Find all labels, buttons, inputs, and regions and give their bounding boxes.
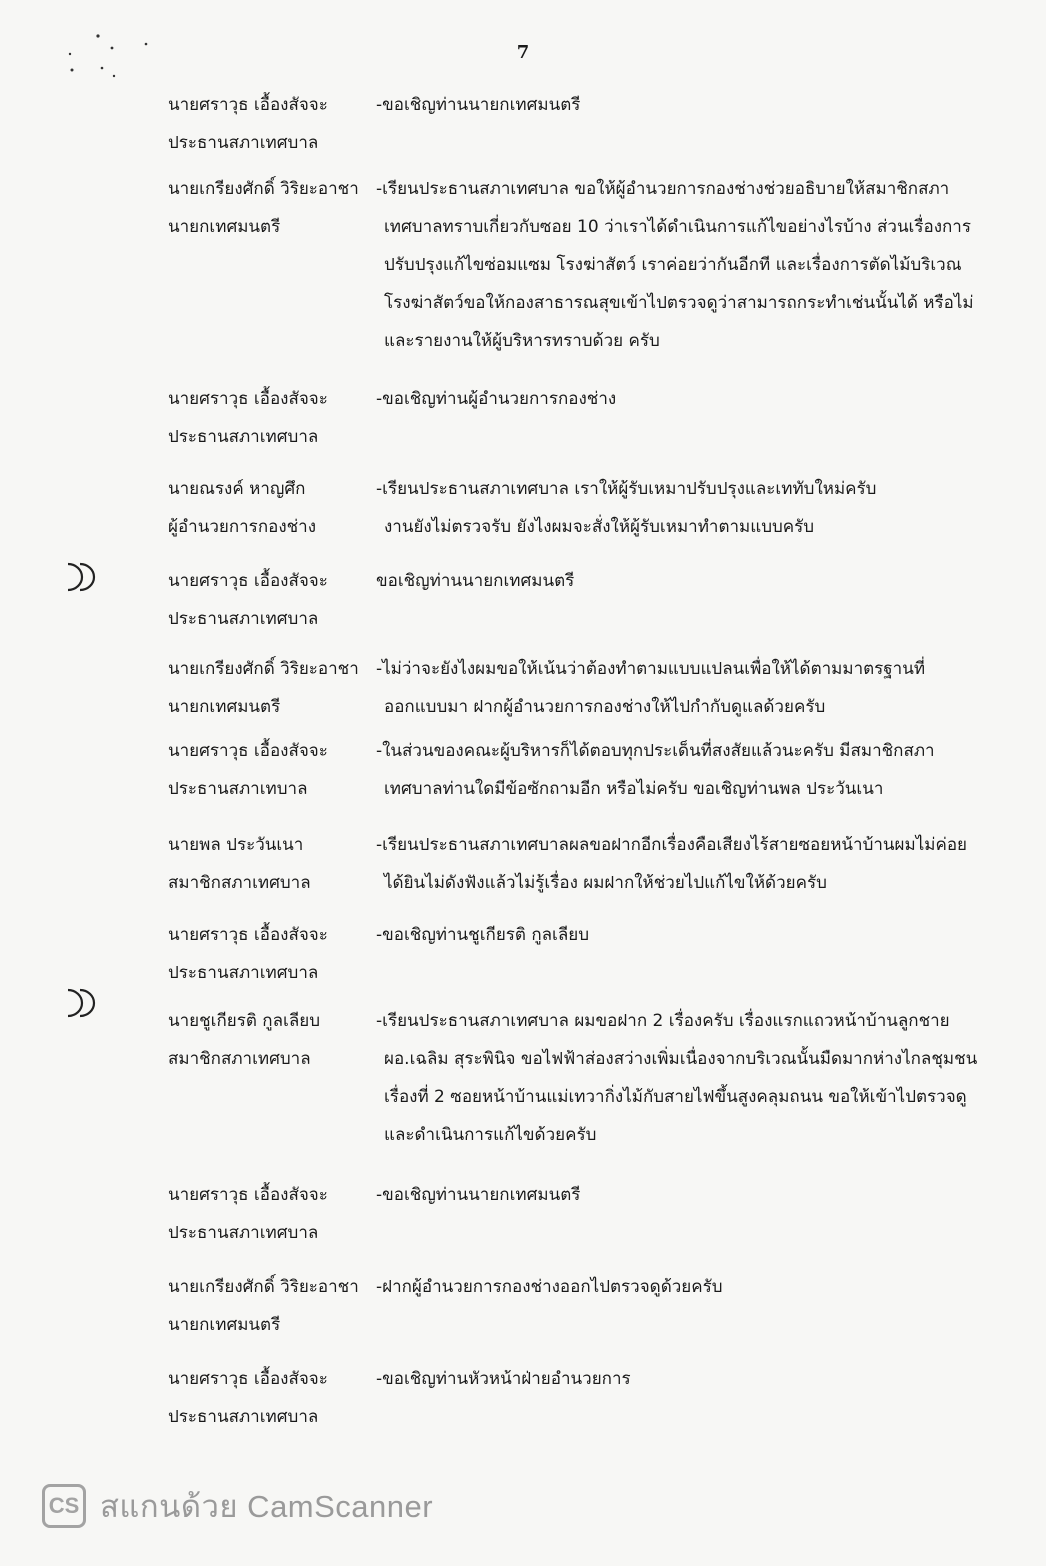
speech-line: -ขอเชิญท่านชูเกียรติ กูลเลียบ [376,925,590,945]
speaker-name: นายเกรียงศักดิ์ วิริยะอาชา [168,659,359,679]
speech-line: เรื่องที่ 2 ซอยหน้าบ้านแม่เทวากิ่งไม้กับสายไฟขึ้นสูงคลุมถนน ขอให้เข้าไปตรวจดู [384,1087,967,1107]
speech-line: และรายงานให้ผู้บริหารทราบด้วย ครับ [384,331,660,351]
speech-line: งานยังไม่ตรวจรับ ยังไงผมจะสั่งให้ผู้รับเหมาทำตามแบบครับ [384,517,815,537]
speaker-role: ผู้อำนวยการกองช่าง [168,517,317,537]
speech-text [376,1176,956,1214]
speaker-role: ประธานสภาเทศบาล [168,427,319,447]
punch-hole-mark-icon [58,560,100,594]
speech-text [376,826,968,902]
speaker-block [168,1360,368,1436]
speech-text [376,470,956,546]
speaker-block [168,470,368,546]
speech-line: เทศบาลทราบเกี่ยวกับซอย 10 ว่าเราได้ดำเนินการแก้ไขอย่างไรบ้าง ส่วนเรื่องการ [384,217,971,237]
speech-text [376,650,956,726]
speech-text [376,380,956,418]
speaker-role: นายกเทศมนตรี [168,697,281,717]
speaker-block [168,1268,368,1344]
speech-line: -เรียนประธานสภาเทศบาล เราให้ผู้รับเหมาปรับปรุงและเททับใหม่ครับ [376,479,877,499]
speech-line: -เรียนประธานสภาเทศบาล ขอให้ผู้อำนวยการกองช่างช่วยอธิบายให้สมาชิกสภา [376,179,950,199]
speaker-role: ประธานสภาเทศบาล [168,1407,319,1427]
speech-text [376,916,956,954]
speaker-name: นายเกรียงศักดิ์ วิริยะอาชา [168,1277,359,1297]
speaker-name: นายชูเกียรติ กูลเลียบ [168,1011,320,1031]
speech-text [376,1360,956,1398]
speech-text [376,562,956,600]
speech-text [376,86,956,124]
speech-line: ขอเชิญท่านนายกเทศมนตรี [376,571,575,591]
speech-line: -ไม่ว่าจะยังไงผมขอให้เน้นว่าต้องทำตามแบบแปลนเพื่อให้ได้ตามมาตรฐานที่ [376,659,926,679]
speaker-name: นายพล ประวันเนา [168,835,304,855]
speaker-role: สมาชิกสภาเทศบาล [168,873,311,893]
speech-text [376,1002,978,1154]
speech-line: ปรับปรุงแก้ไขซ่อมแซม โรงฆ่าสัตว์ เราค่อยว่ากันอีกที และเรื่องการตัดไม้บริเวณ [384,255,962,275]
watermark-text: สแกนด้วย CamScanner [100,1489,434,1524]
speech-line: เทศบาลท่านใดมีข้อซักถามอีก หรือไม่ครับ ขอเชิญท่านพล ประวันเนา [384,779,884,799]
speech-line: -ในส่วนของคณะผู้บริหารก็ได้ตอบทุกประเด็นที่สงสัยแล้วนะครับ มีสมาชิกสภา [376,741,935,761]
speech-line: -ขอเชิญท่านผู้อำนวยการกองช่าง [376,389,617,409]
speaker-name: นายศราวุธ เอื้องสัจจะ [168,741,328,761]
speaker-role: นายกเทศมนตรี [168,217,281,237]
speaker-block [168,732,368,808]
speech-line: -ขอเชิญท่านนายกเทศมนตรี [376,95,581,115]
speaker-role: สมาชิกสภาเทศบาล [168,1049,311,1069]
speech-text [376,170,974,360]
speech-line: และดำเนินการแก้ไขด้วยครับ [384,1125,597,1145]
speaker-role: นายกเทศมนตรี [168,1315,281,1335]
speaker-role: ประธานสภาเทศบาล [168,133,319,153]
speech-line: ได้ยินไม่ดังฟังแล้วไม่รู้เรื่อง ผมฝากให้ช่วยไปแก้ไขให้ด้วยครับ [384,873,827,893]
camscanner-watermark [42,1482,433,1530]
speaker-name: นายศราวุธ เอื้องสัจจะ [168,1369,328,1389]
speech-text [376,1268,956,1306]
speaker-name: นายศราวุธ เอื้องสัจจะ [168,1185,328,1205]
speech-line: -ขอเชิญท่านหัวหน้าฝ่ายอำนวยการ [376,1369,631,1389]
camscanner-logo: CS [42,1484,86,1528]
speaker-block [168,1176,368,1252]
speaker-name: นายเกรียงศักดิ์ วิริยะอาชา [168,179,359,199]
speaker-block [168,650,368,726]
speaker-role: ประธานสภาเทศบาล [168,963,319,983]
speaker-name: นายศราวุธ เอื้องสัจจะ [168,571,328,591]
speaker-role: ประธานสภาเทศบาล [168,609,319,629]
speech-line: ออกแบบมา ฝากผู้อำนวยการกองช่างให้ไปกำกับดูแลด้วยครับ [384,697,826,717]
speaker-block [168,826,368,902]
speaker-name: นายศราวุธ เอื้องสัจจะ [168,389,328,409]
speech-line: -ฝากผู้อำนวยการกองช่างออกไปตรวจดูด้วยครับ [376,1277,723,1297]
page-number: 7 [516,42,530,63]
speaker-block [168,562,368,638]
speaker-role: ประธานสภาเทศบาล [168,1223,319,1243]
speech-line: ผอ.เฉลิม สุระพินิจ ขอไฟฟ้าส่องสว่างเพิ่มเนื่องจากบริเวณนั้นมืดมากห่างไกลชุมชน [384,1049,978,1069]
speech-line: -เรียนประธานสภาเทศบาลผลขอฝากอีกเรื่องคือเสียงไร้สายซอยหน้าบ้านผมไม่ค่อย [376,835,968,855]
speech-line: -เรียนประธานสภาเทศบาล ผมขอฝาก 2 เรื่องครับ เรื่องแรกแถวหน้าบ้านลูกชาย [376,1011,950,1031]
speaker-name: นายศราวุธ เอื้องสัจจะ [168,925,328,945]
speaker-block [168,86,368,162]
speaker-name: นายณรงค์ หาญศึก [168,479,306,499]
speaker-block [168,1002,368,1078]
speaker-block [168,380,368,456]
speech-line: โรงฆ่าสัตว์ขอให้กองสาธารณสุขเข้าไปตรวจดูว่าสามารถกระทำเช่นนั้นได้ หรือไม่ [384,293,974,313]
speech-text [376,732,956,808]
speaker-block [168,916,368,992]
punch-hole-mark-icon [58,986,100,1020]
speaker-block [168,170,368,246]
speaker-role: ประธานสภาเทบาล [168,779,308,799]
speaker-name: นายศราวุธ เอื้องสัจจะ [168,95,328,115]
speech-line: -ขอเชิญท่านนายกเทศมนตรี [376,1185,581,1205]
